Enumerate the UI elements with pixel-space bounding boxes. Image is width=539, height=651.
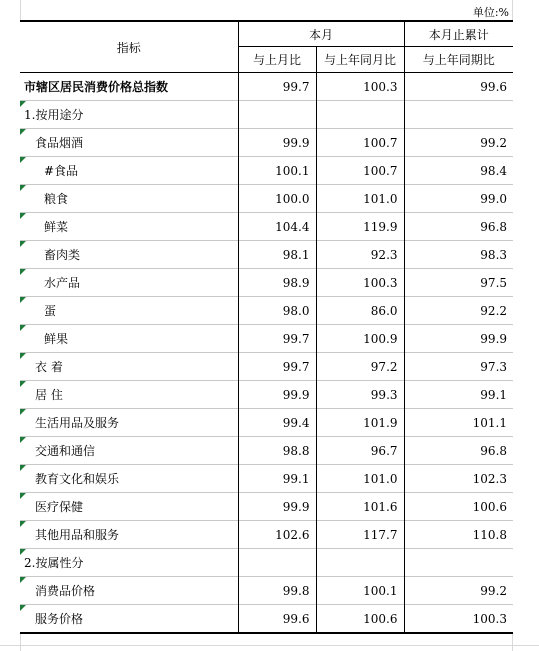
unit-label: 单位:%	[472, 6, 509, 19]
cell-yoy[interactable]: 96.7	[316, 437, 404, 465]
row-label-text: 医疗保健	[35, 500, 84, 514]
cell-ytd[interactable]: 92.2	[404, 297, 513, 325]
row-label[interactable]	[20, 157, 238, 185]
row-label[interactable]	[20, 73, 238, 101]
row-label-text: #食品	[44, 164, 79, 178]
table-row	[20, 437, 513, 465]
cell-mom[interactable]: 99.7	[238, 325, 316, 353]
cell-yoy[interactable]: 100.3	[316, 269, 404, 297]
header-yoy: 与上年同月比	[316, 47, 404, 73]
row-label[interactable]	[20, 409, 238, 437]
row-label[interactable]	[20, 213, 238, 241]
cell-yoy[interactable]: 97.2	[316, 353, 404, 381]
cell-ytd[interactable]: 100.3	[404, 605, 513, 634]
table-row	[20, 549, 513, 577]
cell-note-marker-icon	[20, 241, 26, 247]
table-row	[20, 213, 513, 241]
row-label-text: 1.按用途分	[24, 108, 84, 122]
cell-ytd[interactable]: 100.6	[404, 493, 513, 521]
cell-mom[interactable]: 99.8	[238, 577, 316, 605]
row-label[interactable]	[20, 605, 238, 634]
cell-note-marker-icon	[20, 129, 26, 135]
cell-ytd[interactable]: 110.8	[404, 521, 513, 549]
row-label[interactable]	[20, 129, 238, 157]
cell-ytd[interactable]: 99.6	[404, 73, 513, 101]
cell-yoy[interactable]: 101.0	[316, 465, 404, 493]
cell-yoy[interactable]: 100.6	[316, 605, 404, 634]
row-label-text: 鲜菜	[44, 220, 69, 234]
cell-mom[interactable]: 98.9	[238, 269, 316, 297]
table-row	[20, 101, 513, 129]
row-label-text: 畜肉类	[44, 248, 81, 262]
cell-ytd[interactable]: 97.5	[404, 269, 513, 297]
table-row	[20, 297, 513, 325]
cell-ytd[interactable]: 102.3	[404, 465, 513, 493]
cell-note-marker-icon	[20, 549, 26, 555]
table-row	[20, 465, 513, 493]
table-row	[20, 605, 513, 634]
cell-note-marker-icon	[20, 185, 26, 191]
row-label-text: 鲜果	[44, 332, 69, 346]
cell-ytd[interactable]: 99.0	[404, 185, 513, 213]
cell-mom[interactable]: 98.0	[238, 297, 316, 325]
cell-note-marker-icon	[20, 325, 26, 331]
row-label[interactable]	[20, 381, 238, 409]
table-row	[20, 129, 513, 157]
cell-yoy[interactable]: 99.3	[316, 381, 404, 409]
row-label-text: 粮食	[44, 192, 69, 206]
row-label[interactable]	[20, 437, 238, 465]
cell-note-marker-icon	[20, 437, 26, 443]
cell-note-marker-icon	[20, 605, 26, 611]
header-mom: 与上月比	[238, 47, 316, 73]
cell-mom[interactable]: 102.6	[238, 521, 316, 549]
cell-mom[interactable]: 100.1	[238, 157, 316, 185]
cell-note-marker-icon	[20, 493, 26, 499]
row-label[interactable]	[20, 185, 238, 213]
cell-note-marker-icon	[20, 409, 26, 415]
cell-note-marker-icon	[20, 101, 26, 107]
cell-yoy[interactable]: 92.3	[316, 241, 404, 269]
header-ytd: 与上年同期比	[404, 47, 513, 73]
row-label-text: 服务价格	[35, 612, 84, 626]
cell-ytd[interactable]	[404, 101, 513, 129]
table-row	[20, 73, 513, 101]
cell-mom[interactable]: 99.9	[238, 381, 316, 409]
cell-ytd[interactable]: 97.3	[404, 353, 513, 381]
cell-mom[interactable]: 104.4	[238, 213, 316, 241]
row-label-text: 其他用品和服务	[35, 528, 120, 542]
table-row	[20, 241, 513, 269]
cell-ytd[interactable]: 99.2	[404, 577, 513, 605]
table-row	[20, 577, 513, 605]
cell-mom[interactable]	[238, 549, 316, 577]
table-row	[20, 185, 513, 213]
row-label-text: 生活用品及服务	[35, 416, 120, 430]
row-label-text: 教育文化和娱乐	[35, 472, 120, 486]
cell-yoy[interactable]: 101.9	[316, 409, 404, 437]
row-label[interactable]	[20, 241, 238, 269]
cell-ytd[interactable]: 96.8	[404, 213, 513, 241]
cell-ytd[interactable]: 98.3	[404, 241, 513, 269]
cell-yoy[interactable]: 100.3	[316, 73, 404, 101]
cell-yoy[interactable]: 101.0	[316, 185, 404, 213]
header-this-month: 本月	[238, 22, 404, 47]
row-label[interactable]	[20, 521, 238, 549]
table-row	[20, 353, 513, 381]
cell-ytd[interactable]: 98.4	[404, 157, 513, 185]
row-label-text: 食品烟酒	[35, 136, 84, 150]
cell-mom[interactable]: 99.1	[238, 465, 316, 493]
cell-note-marker-icon	[20, 353, 26, 359]
cell-ytd[interactable]: 99.1	[404, 381, 513, 409]
cell-yoy[interactable]: 119.9	[316, 213, 404, 241]
sheet-gridline	[0, 645, 539, 646]
cell-mom[interactable]	[238, 101, 316, 129]
table-row	[20, 325, 513, 353]
row-label-text: 衣 着	[35, 360, 63, 374]
row-label-text: 居 住	[35, 388, 63, 402]
row-label[interactable]	[20, 493, 238, 521]
cell-ytd[interactable]: 99.2	[404, 129, 513, 157]
cell-mom[interactable]: 100.0	[238, 185, 316, 213]
cell-note-marker-icon	[20, 157, 26, 163]
cell-ytd[interactable]: 99.9	[404, 325, 513, 353]
cell-note-marker-icon	[20, 381, 26, 387]
cell-yoy[interactable]: 117.7	[316, 521, 404, 549]
row-label-text: 2.按属性分	[24, 556, 84, 570]
cell-yoy[interactable]	[316, 101, 404, 129]
cell-mom[interactable]: 99.9	[238, 129, 316, 157]
cell-yoy[interactable]: 86.0	[316, 297, 404, 325]
cell-yoy[interactable]	[316, 549, 404, 577]
row-label[interactable]	[20, 577, 238, 605]
cpi-table	[20, 21, 513, 634]
row-label[interactable]	[20, 297, 238, 325]
cell-yoy[interactable]: 100.9	[316, 325, 404, 353]
cell-note-marker-icon	[20, 521, 26, 527]
cell-note-marker-icon	[20, 269, 26, 275]
row-label[interactable]	[20, 269, 238, 297]
cell-yoy[interactable]: 100.7	[316, 157, 404, 185]
row-label[interactable]	[20, 325, 238, 353]
row-label[interactable]	[20, 465, 238, 493]
table-row	[20, 521, 513, 549]
header-cumulative: 本月止累计	[404, 22, 513, 47]
cell-mom[interactable]: 99.7	[238, 73, 316, 101]
cell-ytd[interactable]	[404, 549, 513, 577]
cell-yoy[interactable]: 100.7	[316, 129, 404, 157]
cell-note-marker-icon	[20, 577, 26, 583]
row-label-text: 消费品价格	[35, 584, 96, 598]
row-label[interactable]	[20, 353, 238, 381]
cell-yoy[interactable]: 101.6	[316, 493, 404, 521]
cell-ytd[interactable]: 96.8	[404, 437, 513, 465]
row-label-text: 水产品	[44, 276, 81, 290]
cell-mom[interactable]: 99.4	[238, 409, 316, 437]
cell-ytd[interactable]: 101.1	[404, 409, 513, 437]
row-label[interactable]	[20, 101, 238, 129]
row-label[interactable]	[20, 549, 238, 577]
cell-mom[interactable]: 99.9	[238, 493, 316, 521]
cell-mom[interactable]: 98.1	[238, 241, 316, 269]
row-label-text: 蛋	[44, 304, 57, 318]
row-label-text: 市辖区居民消费价格总指数	[24, 80, 169, 94]
cell-mom[interactable]: 98.8	[238, 437, 316, 465]
table-row	[20, 409, 513, 437]
row-label-text: 交通和通信	[35, 444, 96, 458]
cell-mom[interactable]: 99.6	[238, 605, 316, 634]
header-indicator: 指标	[20, 22, 238, 73]
cell-note-marker-icon	[20, 297, 26, 303]
table-row	[20, 157, 513, 185]
table-row	[20, 381, 513, 409]
table-row	[20, 269, 513, 297]
cell-note-marker-icon	[20, 213, 26, 219]
cell-yoy[interactable]: 100.1	[316, 577, 404, 605]
cell-mom[interactable]: 99.7	[238, 353, 316, 381]
cell-note-marker-icon	[20, 465, 26, 471]
table-row	[20, 493, 513, 521]
